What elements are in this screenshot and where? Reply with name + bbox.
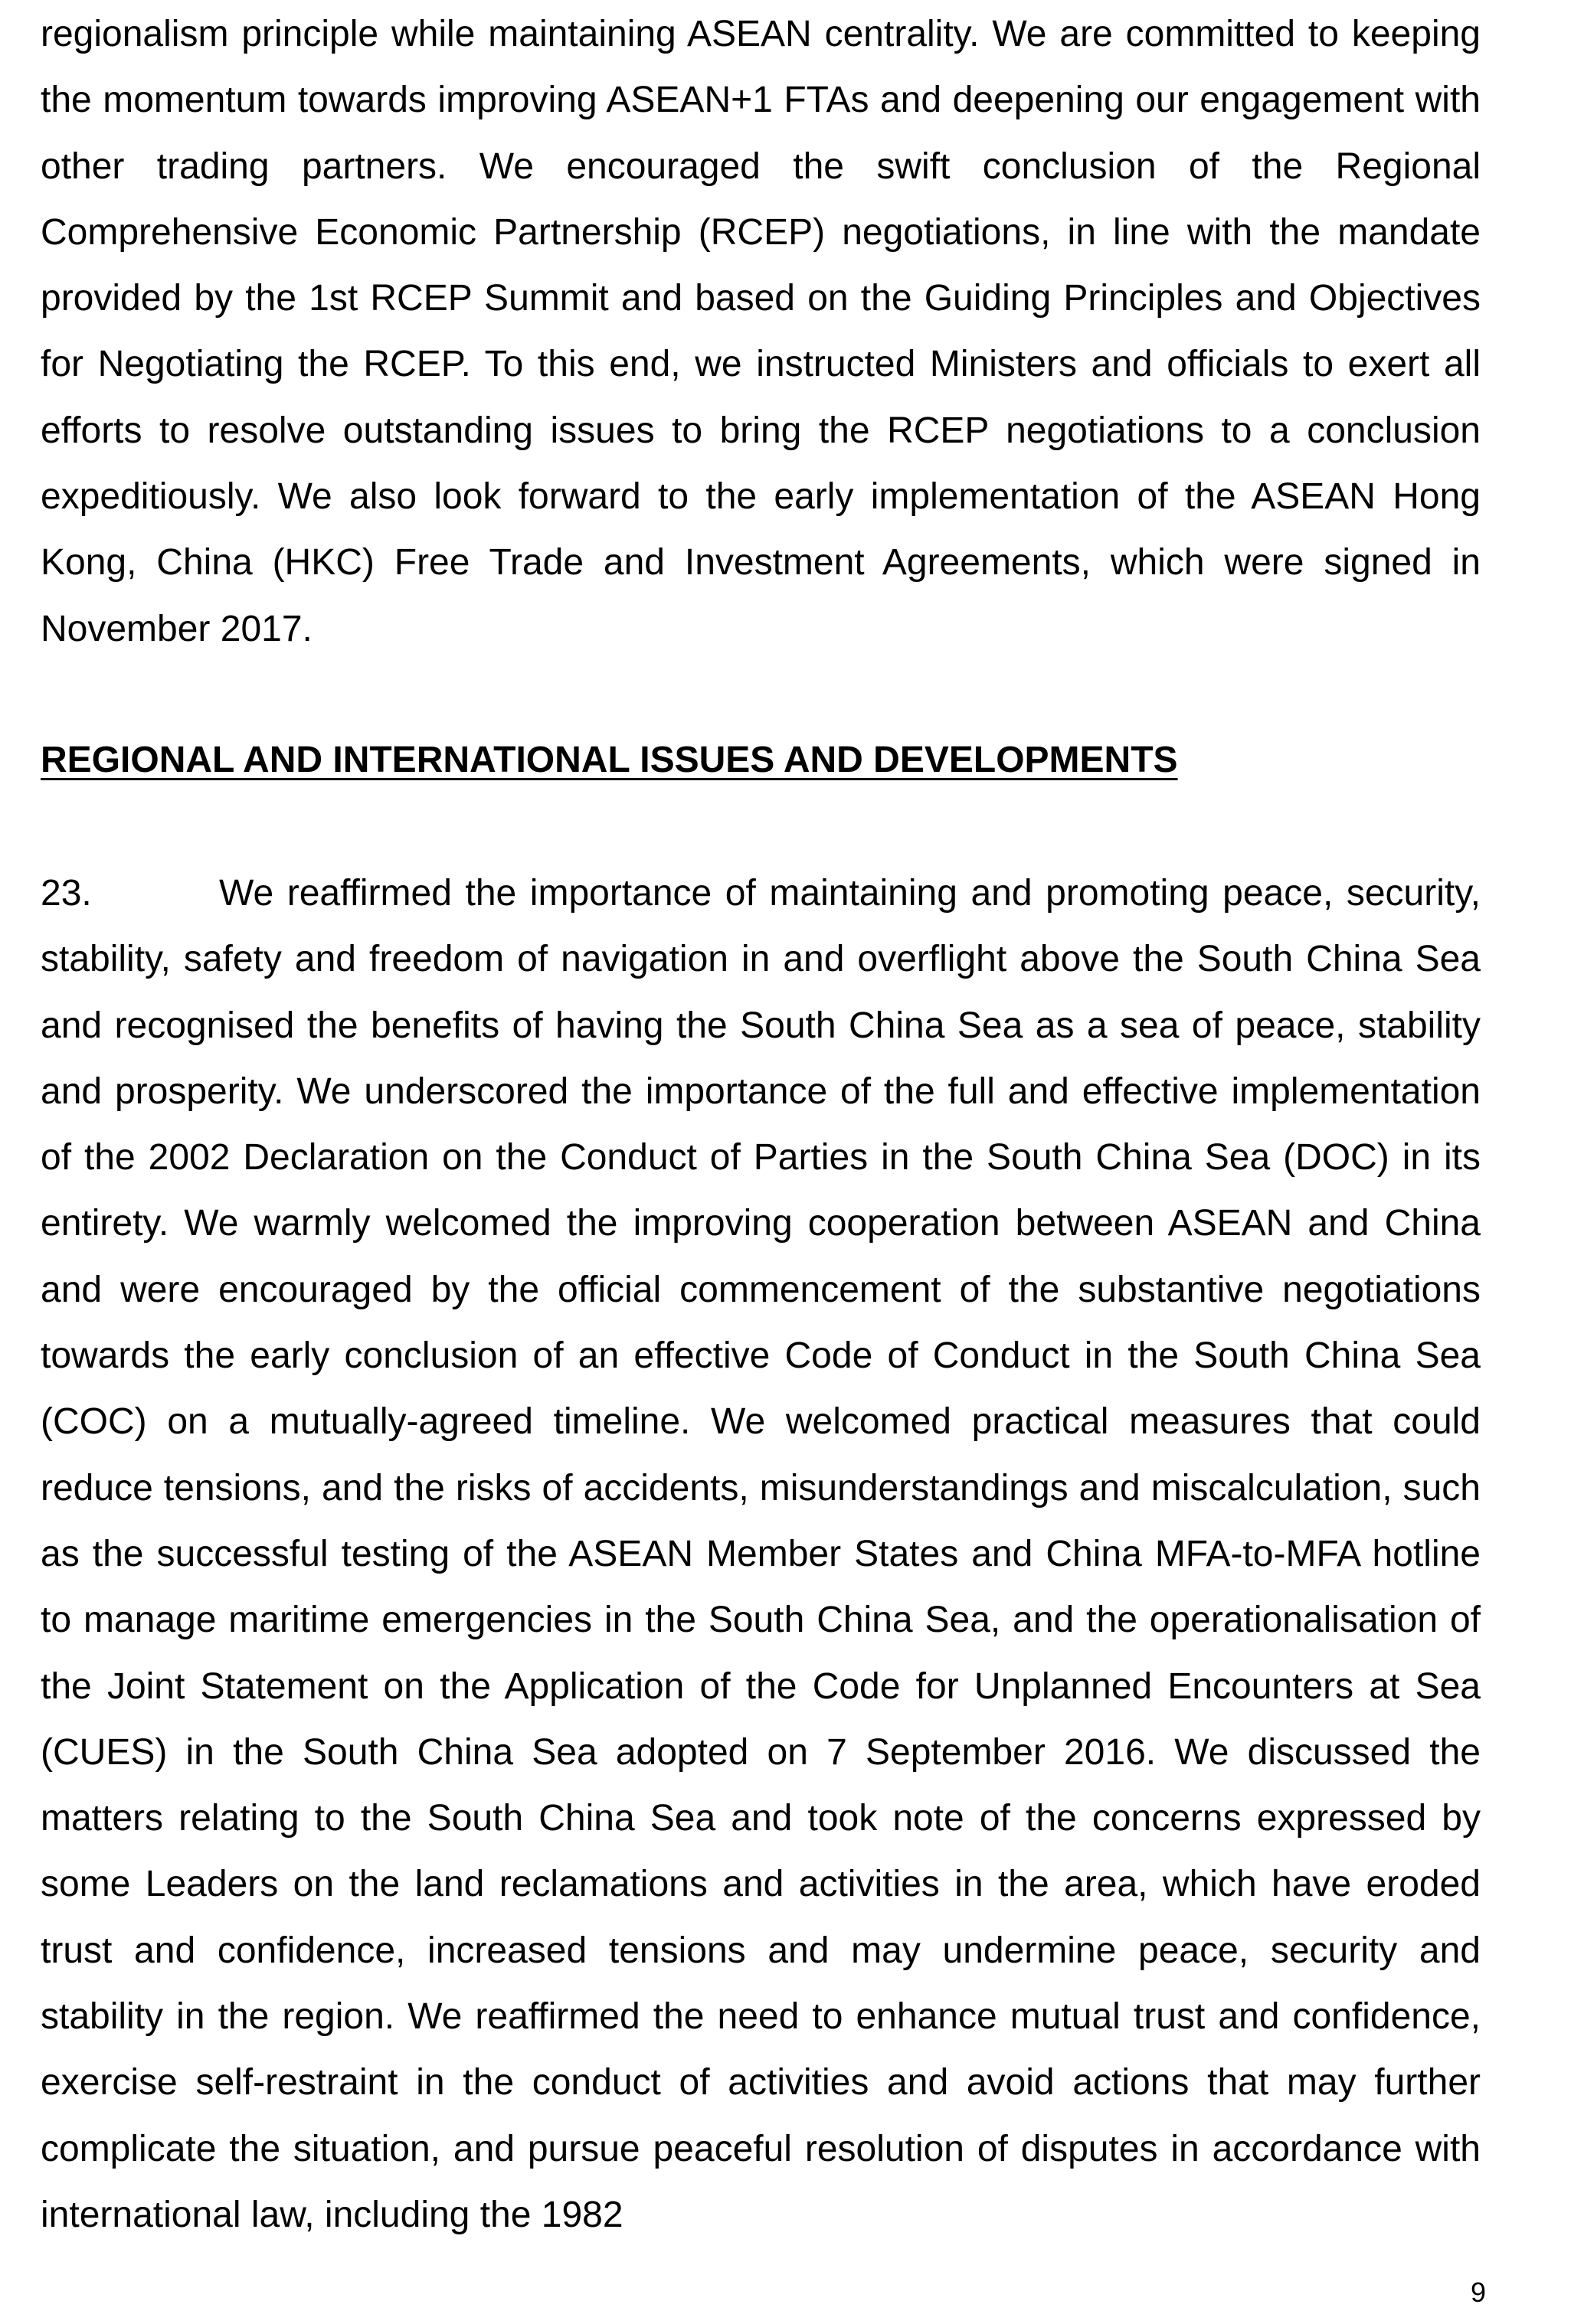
paragraph-23-text: We reaffirmed the importance of maintaining and promoting peace, security, stability, safety and freedom of navigation in and overflight above the South China Sea and recognised the benefits of having the South China Sea as a sea of peace, stability and prosperity. We underscored the importance of the full and effective implementation of the 2002 Declaration on the Conduct of Parties in the South China Sea (DOC) in its entirety. We warmly welcomed the improving cooperation between ASEAN and China and were encouraged by the official commencement of the substantive negotiations towards the early conclusion of an effective Code of Conduct in the South China Sea (COC) on a mutually-agreed timeline. We welcomed practical measures that could reduce tensions, and the risks of accidents, misunderstandings and miscalculation, such as the successful testing of the ASEAN Member States and China MFA-to-MFA hotline to manage maritime emergencies in the South China Sea, and the operationalisation of the Joint Statement on the Application of the Code for Unplanned Encounters at Sea (CUES) in the South China Sea adopted on 7 September 2016. We discussed the matters relating to the South China Sea and took note of the concerns expressed by some Leaders on the land reclamations and activities in the area, which have eroded trust and confidence, increased tensions and may undermine peace, security and stability in the region. We reaffirmed the need to enhance mutual trust and confidence, exercise self-restraint in the conduct of activities and avoid actions that may further complicate the situation, and pursue peaceful resolution of disputes in accordance with international law, including the 1982 (41, 873, 1481, 2235)
section-heading: REGIONAL AND INTERNATIONAL ISSUES AND DEVELOPMENTS (41, 740, 1178, 780)
paragraph-continued: regionalism principle while maintaining ASEAN centrality. We are committed to keeping the momentum towards improving ASEAN+1 FTAs and deepening our engagement with other trading partners. We encouraged the swift conclusion of the Regional Comprehensive Economic Partnership (RCEP) negotiations, in line with the mandate provided by the 1st RCEP Summit and based on the Guiding Principles and Objectives for Negotiating the RCEP. To this end, we instructed Ministers and officials to exert all efforts to resolve outstanding issues to bring the RCEP negotiations to a conclusion expeditiously. We also look forward to the early implementation of the ASEAN Hong Kong, China (HKC) Free Trade and Investment Agreements, which were signed in November 2017. (41, 14, 1481, 649)
paragraph-number: 23. (41, 873, 92, 914)
paragraph-23 (41, 861, 1481, 2248)
page-number: 9 (1470, 2277, 1486, 2308)
